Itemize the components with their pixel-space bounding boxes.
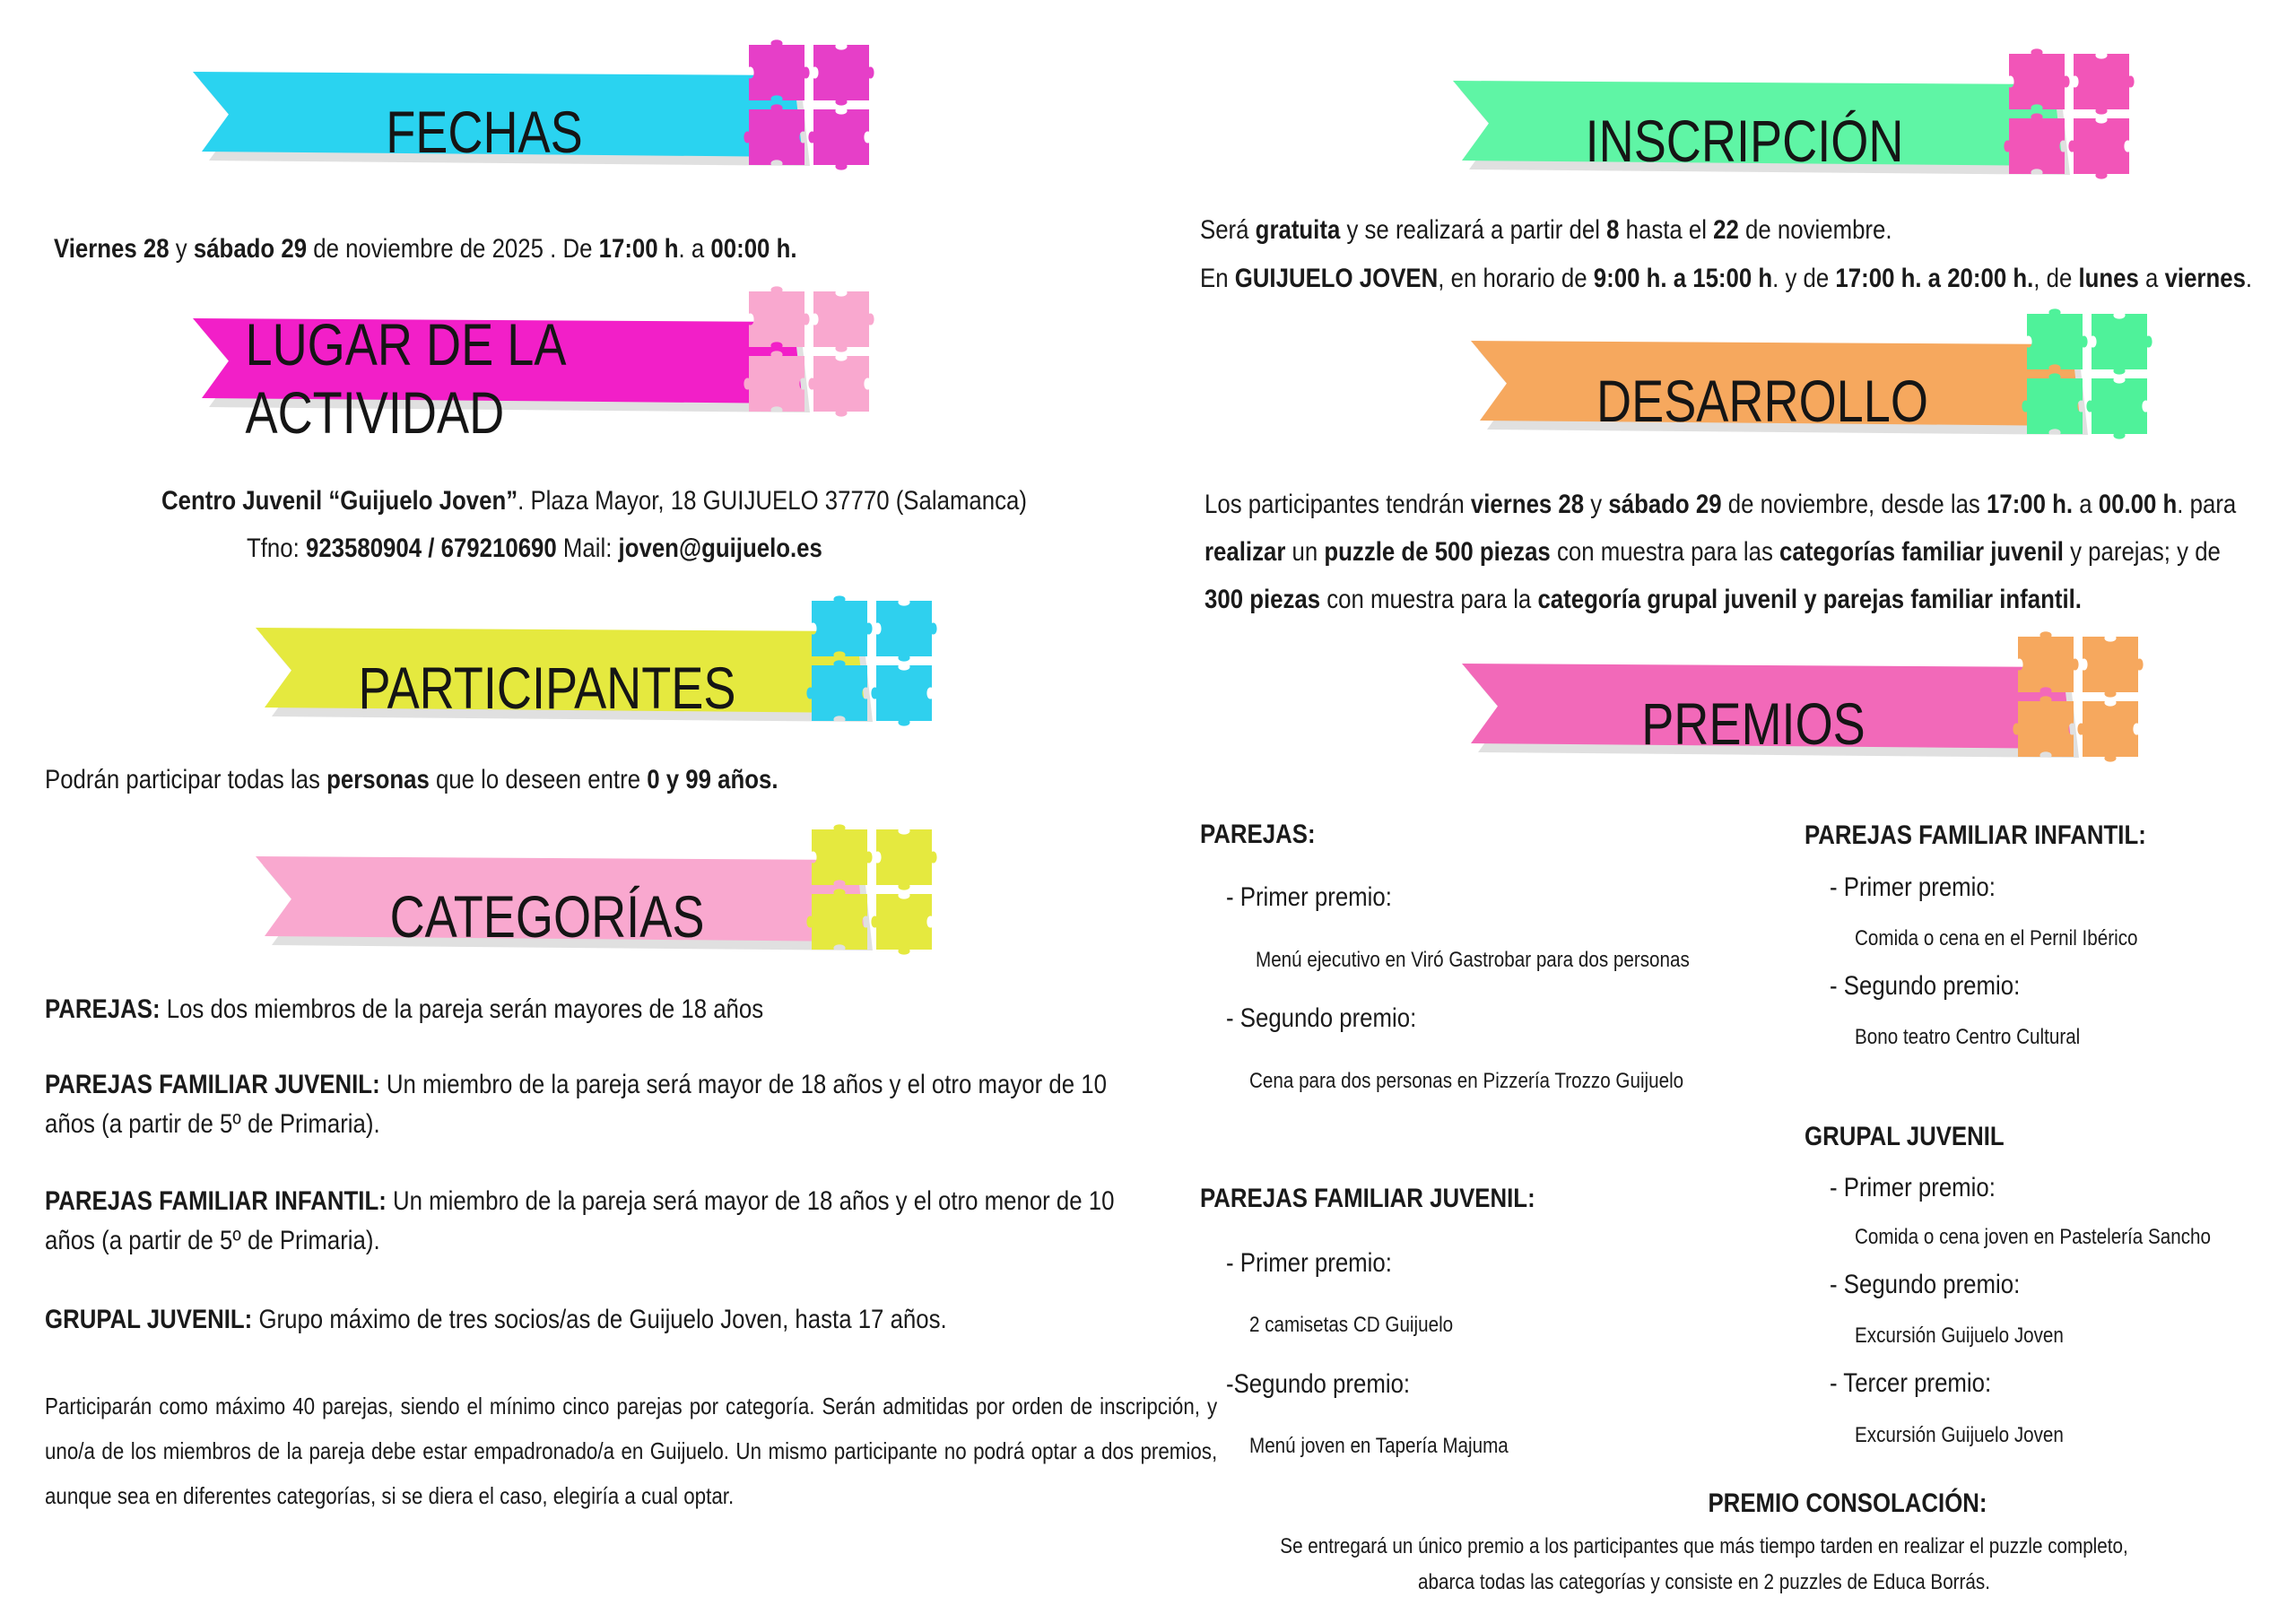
text-run: 00.00 h <box>2098 490 2178 519</box>
text-run: y <box>1584 490 1609 519</box>
text-run: 17:00 h. a 20:00 h. <box>1835 264 2034 293</box>
categorias-title: CATEGORÍAS <box>389 883 705 950</box>
premios-parejas-p2d: Cena para dos personas en Pizzería Trozzo Guijuelo <box>1249 1069 1684 1093</box>
text-run: y <box>169 234 194 264</box>
text-run: 9:00 h. a 15:00 h <box>1593 264 1773 293</box>
inscripcion-line2 <box>1200 257 2252 300</box>
text-run: . Plaza Mayor, 18 GUIJUELO 37770 (Salamanca) <box>517 486 1027 516</box>
text-run: sábado 29 <box>1608 490 1722 519</box>
categoria-parejas-head: PAREJAS: <box>45 994 161 1024</box>
lugar-banner <box>193 300 812 446</box>
puzzle-piece <box>744 104 804 165</box>
fechas-banner <box>193 54 812 188</box>
text-run: viernes <box>2164 264 2246 293</box>
categorias-banner <box>256 838 874 973</box>
text-run: 22 <box>1713 215 1739 245</box>
premios-familiar-juvenil-p2d: Menú joven en Tapería Majuma <box>1249 1434 1509 1458</box>
fechas-text <box>54 228 797 271</box>
text-run: realizar <box>1205 537 1286 567</box>
text-run: un <box>1285 537 1325 567</box>
premios-parejas-p1d: Menú ejecutivo en Viró Gastrobar para dos personas <box>1256 948 1690 972</box>
text-run: 923580904 / 679210690 <box>305 534 557 563</box>
premios-familiar-infantil-p2d: Bono teatro Centro Cultural <box>1855 1025 2081 1049</box>
text-run: y parejas; y de <box>2063 537 2221 567</box>
puzzle-piece <box>2083 637 2144 698</box>
premios-familiar-infantil-p1d: Comida o cena en el Pernil Ibérico <box>1855 926 2138 950</box>
premios-familiar-juvenil-p1d: 2 camisetas CD Guijuelo <box>1249 1313 1454 1337</box>
text-run: 17:00 h <box>598 234 679 264</box>
premios-consolacion-head: PREMIO CONSOLACIÓN: <box>1708 1488 1987 1518</box>
puzzle-piece <box>808 356 869 417</box>
premios-familiar-juvenil-p1: - Primer premio: <box>1226 1248 1392 1278</box>
text-run: , en horario de <box>1438 264 1594 293</box>
text-run: joven@guijuelo.es <box>618 534 822 563</box>
lugar-address <box>161 480 1027 523</box>
text-run: . y de <box>1772 264 1836 293</box>
puzzle-piece <box>812 824 873 885</box>
puzzle-piece <box>808 109 869 170</box>
premios-consolacion-body: Se entregará un único premio a los participantes que más tiempo tarden en realizar el puzzle completo, abarca todas las categorías y consiste en 2 puzzles de Educa Borrás. <box>1280 1534 2128 1594</box>
categoria-familiar-infantil-head: PAREJAS FAMILIAR INFANTIL: <box>45 1186 387 1216</box>
desarrollo-title: DESARROLLO <box>1596 368 1928 434</box>
premios-title: PREMIOS <box>1641 690 1866 757</box>
text-run: Tfno: <box>247 534 306 563</box>
text-run: , de <box>2033 264 2079 293</box>
premios-grupal-head: GRUPAL JUVENIL <box>1805 1122 2005 1151</box>
puzzle-piece <box>813 45 874 106</box>
participantes-title: PARTICIPANTES <box>358 655 736 721</box>
desarrollo-text <box>1205 481 2246 623</box>
text-run: de noviembre, desde las <box>1721 490 1987 519</box>
categoria-familiar-infantil <box>45 1182 1160 1261</box>
puzzle-piece <box>871 894 932 955</box>
puzzle-piece <box>871 665 932 726</box>
desarrollo-banner <box>1471 323 2090 457</box>
puzzle-piece <box>806 889 867 950</box>
premios-familiar-juvenil-head: PAREJAS FAMILIAR JUVENIL: <box>1200 1184 1535 1213</box>
puzzle-piece <box>749 39 810 100</box>
text-run: Mail: <box>556 534 619 563</box>
premios-parejas-head: PAREJAS: <box>1200 820 1316 849</box>
text-run: y se realizará a partir del <box>1340 215 1607 245</box>
premios-grupal-p2d: Excursión Guijuelo Joven <box>1855 1324 2064 1348</box>
text-run: 17:00 h. <box>1987 490 2074 519</box>
text-run: de noviembre de 2025 . De <box>307 234 599 264</box>
text-run: hasta el <box>1619 215 1714 245</box>
categoria-parejas <box>45 988 763 1031</box>
puzzle-piece <box>749 286 810 347</box>
categoria-familiar-juvenil-head: PAREJAS FAMILIAR JUVENIL: <box>45 1070 380 1099</box>
text-run: que lo deseen entre <box>429 765 648 794</box>
premios-grupal-p3d: Excursión Guijuelo Joven <box>1855 1423 2064 1447</box>
text-run: personas <box>326 765 430 794</box>
puzzle-piece <box>2013 696 2074 757</box>
categoria-grupal-juvenil <box>45 1298 947 1341</box>
premios-familiar-infantil-p2: - Segundo premio: <box>1830 971 2021 1001</box>
text-run: 300 piezas <box>1205 585 1321 614</box>
puzzle-piece <box>2068 118 2129 179</box>
participantes-text <box>45 759 778 802</box>
categoria-familiar-infantil-body: Un miembro de la pareja será mayor de 18 años y el otro menor de 10 años (a partir de 5º de Primaria). <box>45 1186 1115 1255</box>
inscripcion-banner <box>1453 63 2072 197</box>
inscripcion-line1 <box>1200 209 1892 252</box>
text-run: gratuita <box>1255 215 1341 245</box>
text-run: a <box>2073 490 2099 519</box>
text-run: lunes <box>2078 264 2139 293</box>
text-run: de noviembre. <box>1738 215 1892 245</box>
puzzle-piece <box>2074 54 2135 115</box>
premios-familiar-juvenil-p2: -Segundo premio: <box>1226 1369 1411 1399</box>
premios-grupal-p3: - Tercer premio: <box>1830 1368 1992 1398</box>
premios-familiar-infantil-head: PAREJAS FAMILIAR INFANTIL: <box>1805 820 2146 850</box>
puzzle-piece <box>813 291 874 352</box>
puzzle-piece <box>2027 308 2088 369</box>
premios-familiar-infantil-p1: - Primer premio: <box>1830 872 1996 902</box>
text-run: GUIJUELO JOVEN <box>1234 264 1439 293</box>
premios-banner <box>1462 646 2081 780</box>
categorias-note: Participarán como máximo 40 parejas, siendo el mínimo cinco parejas por categoría. Serán admitidas por orden de inscripción, y uno/a de los miembros de la pareja debe estar empadronado/a en Guijuelo. Un mismo participante no podrá optar a dos premios, aunque sea en diferentes categorías, si se diera el caso, elegiría a cual optar. <box>45 1393 1218 1509</box>
categoria-familiar-juvenil <box>45 1065 1160 1144</box>
text-run: 8 <box>1606 215 1620 245</box>
fechas-title: FECHAS <box>386 99 583 165</box>
premios-parejas-p1: - Primer premio: <box>1226 882 1392 912</box>
inscripcion-title: INSCRIPCIÓN <box>1585 108 1904 174</box>
text-run: . a <box>678 234 711 264</box>
puzzle-piece <box>876 829 937 890</box>
text-run: con muestra para las <box>1550 537 1780 567</box>
puzzle-piece <box>2092 314 2152 375</box>
categoria-grupal-juvenil-body: Grupo máximo de tres socios/as de Guijuelo Joven, hasta 17 años. <box>252 1305 947 1334</box>
text-run: Viernes 28 <box>54 234 170 264</box>
participantes-banner <box>256 610 874 744</box>
text-run: . para <box>2177 490 2237 519</box>
categoria-familiar-juvenil-body: Un miembro de la pareja será mayor de 18 años y el otro mayor de 10 años (a partir de 5º de Primaria). <box>45 1070 1107 1139</box>
text-run: categoría grupal juvenil y parejas familiar infantil. <box>1537 585 2082 614</box>
text-run: con muestra para la <box>1320 585 1538 614</box>
text-run: Podrán participar todas las <box>45 765 327 794</box>
puzzle-piece <box>806 660 867 721</box>
puzzle-piece <box>2004 113 2065 174</box>
premios-grupal-p2: - Segundo premio: <box>1830 1270 2021 1299</box>
text-run: . <box>2245 264 2253 293</box>
text-run: viernes 28 <box>1470 490 1585 519</box>
text-run: Los participantes tendrán <box>1205 490 1471 519</box>
puzzle-piece <box>2022 373 2083 434</box>
puzzle-piece <box>744 351 804 412</box>
puzzle-piece <box>2077 701 2138 762</box>
puzzle-piece <box>2009 48 2070 109</box>
premios-grupal-p1: - Primer premio: <box>1830 1173 1996 1202</box>
text-run: 0 y 99 años. <box>647 765 778 794</box>
text-run: a <box>2138 264 2165 293</box>
puzzle-piece <box>2086 378 2147 439</box>
categoria-parejas-body: Los dos miembros de la pareja serán mayores de 18 años <box>160 994 764 1024</box>
premios-grupal-p1d: Comida o cena joven en Pastelería Sancho <box>1855 1225 2211 1249</box>
text-run: En <box>1200 264 1235 293</box>
text-run: sábado 29 <box>193 234 308 264</box>
text-run: puzzle de 500 piezas <box>1324 537 1551 567</box>
lugar-contact <box>247 527 822 570</box>
puzzle-piece <box>2018 631 2079 692</box>
puzzle-piece <box>812 595 873 656</box>
text-run: Centro Juvenil “Guijuelo Joven” <box>161 486 518 516</box>
text-run: 00:00 h. <box>710 234 797 264</box>
puzzle-piece <box>876 601 937 662</box>
premios-parejas-p2: - Segundo premio: <box>1226 1003 1417 1033</box>
categoria-grupal-juvenil-head: GRUPAL JUVENIL: <box>45 1305 253 1334</box>
lugar-title: LUGAR DE LA ACTIVIDAD <box>245 311 564 446</box>
text-run: categorías familiar juvenil <box>1779 537 2064 567</box>
text-run: Será <box>1200 215 1256 245</box>
